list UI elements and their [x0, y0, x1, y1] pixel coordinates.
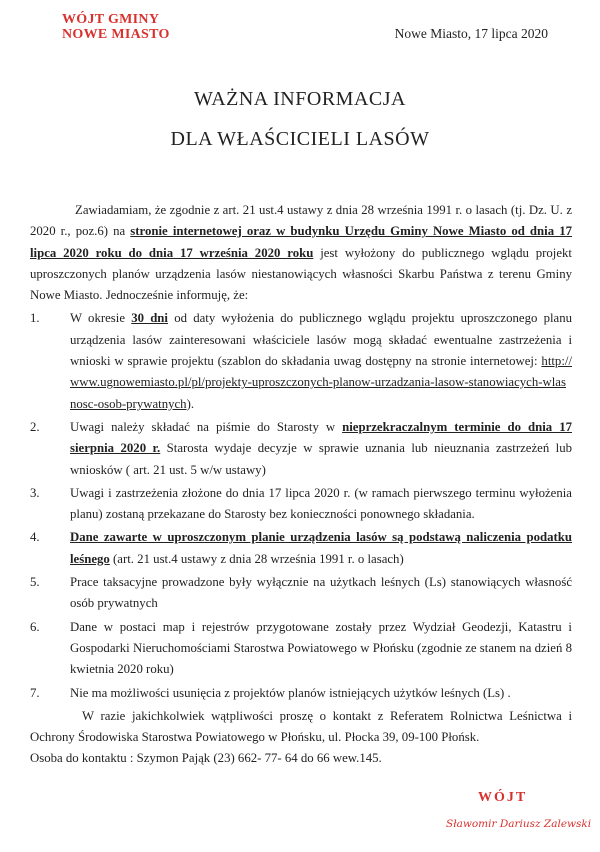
intro-text-2: jest wyłożony do publicznego wglądu projekt uproszczonych planów urządzenia lasów niestanowiących własności Skarbu Państwa z terenu Gminy Nowe Miasto. Jednocześnie informuję, że: — [30, 245, 572, 303]
item-text: Starosta wydaje decyzje w sprawie uznania lub nieuznania zastrzeżeń lub wniosków ( art. 21 ust. 5 w/w ustawy) — [70, 441, 573, 477]
item-emphasis: Dane zawarte w uproszczonym planie urządzenia lasów są podstawą naliczenia podatku leśnego — [70, 530, 572, 566]
list-number: 7. — [30, 685, 40, 700]
signature-title: WÓJT — [478, 790, 528, 805]
list-number: 5. — [30, 575, 40, 590]
item-text: od daty wyłożenia do publicznego wglądu projektu uproszczonego planu urządzenia lasów zainteresowani właściciele lasów mogą składać ewentualne zastrzeżenia i wnioski w sprawie projektu (szablon do składania uwag dostępny na stronie internetowej: — [70, 311, 573, 369]
title-line-2: DLA WŁAŚCICIELI LASÓW — [170, 128, 430, 150]
stamp-line-1: WÓJT GMINY — [62, 12, 160, 27]
closing-paragraph: W razie jakichkolwiek wątpliwości proszę o kontakt z Referatem Rolnictwa Leśnictwa i Ochrony Środowiska Starostwa Powiatowego w Płońsku, ul. Płocka 39, 09-100 Płońsk. — [30, 708, 572, 745]
list-item-6 — [30, 617, 572, 681]
list-number: 3. — [30, 485, 40, 500]
stamp-line-2: NOWE MIASTO — [62, 27, 170, 42]
list-number: 4. — [30, 530, 40, 545]
list-item-7 — [30, 683, 572, 704]
list-item-5 — [30, 572, 572, 615]
item-text: Uwagi należy składać na piśmie do Starosty w — [70, 419, 343, 434]
list-number: 2. — [30, 419, 40, 434]
list-number: 6. — [30, 619, 40, 634]
item-text: Prace taksacyjne prowadzone były wyłącznie na użytkach leśnych (Ls) stanowiących własność osób prywatnych — [70, 575, 572, 611]
template-link[interactable]: http://www.ugnowemiasto.pl/pl/projekty-uproszczonych-planow-urzadzania-lasow-stanowiacych-wlasnosc-osob-prywatnych — [70, 354, 572, 411]
item-text: Nie ma możliwości usunięcia z projektów planów istniejących użytków leśnych (Ls) . — [70, 685, 511, 700]
place-date: Nowe Miasto, 17 lipca 2020 — [394, 26, 548, 41]
item-text: (art. 21 ust.4 ustawy z dnia 28 września 1991 r. o lasach) — [109, 551, 404, 566]
signature-block — [446, 790, 592, 830]
info-list — [30, 308, 572, 703]
contact-line: Osoba do kontaktu : Szymon Pająk (23) 662- 77- 64 do 66 wew.145. — [30, 751, 382, 766]
list-item-4 — [30, 527, 572, 570]
item-text: ). — [186, 396, 195, 411]
signature-name: Sławomir Dariusz Zalewski — [446, 818, 592, 830]
item-emphasis: nieprzekraczalnym terminie do dnia 17 sierpnia 2020 r. — [70, 419, 572, 456]
list-item-3 — [30, 483, 572, 526]
intro-emphasis: stronie internetowej oraz w budynku Urzędu Gminy Nowe Miasto od dnia 17 lipca 2020 roku do dnia 17 września 2020 roku — [30, 224, 572, 260]
intro-text-1: Zawiadamiam, że zgodnie z art. 21 ust.4 ustawy z dnia 28 września 1991 r. o lasach (tj. Dz. U. z 2020 r., poz.6) na — [30, 203, 572, 239]
item-text: W okresie — [70, 311, 132, 326]
list-item-1 — [30, 308, 572, 414]
list-number: 1. — [30, 311, 40, 326]
header-stamp — [62, 12, 170, 42]
item-text: Uwagi i zastrzeżenia złożone do dnia 17 lipca 2020 r. (w ramach pierwszego terminu wyłożenia planu) zostaną przekazane do Starosty bez konieczności ponownego składania. — [70, 485, 572, 522]
intro-paragraph — [30, 200, 572, 306]
title-line-1: WAŻNA INFORMACJA — [194, 88, 406, 110]
document-body — [30, 200, 572, 770]
item-emphasis: 30 dni — [131, 311, 168, 326]
list-item-2 — [30, 417, 572, 481]
item-text: Dane w postaci map i rejestrów przygotowane zostały przez Wydział Geodezji, Katastru i Gospodarki Nieruchomościami Starostwa Powiatowego w Płońsku (zgodnie ze stanem na dzień 8 kwietnia 2020 roku) — [70, 619, 572, 677]
